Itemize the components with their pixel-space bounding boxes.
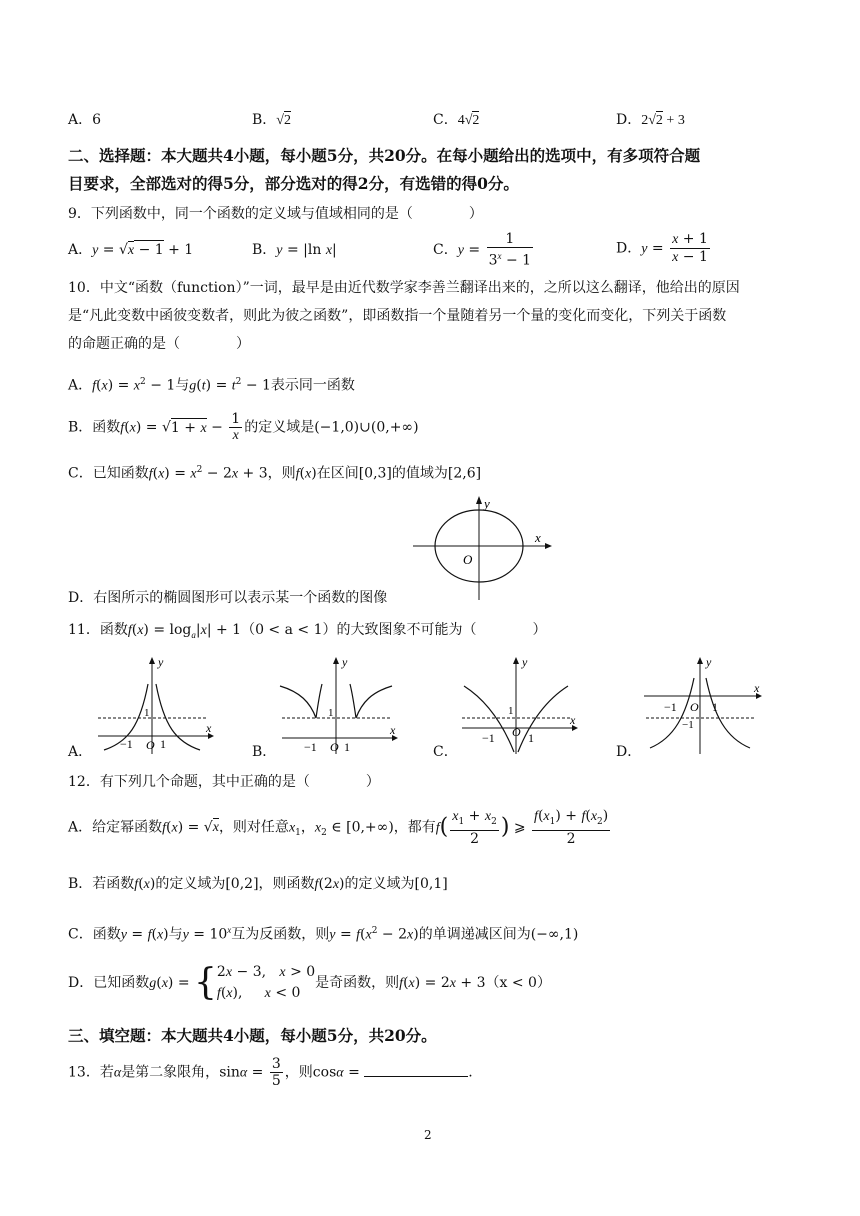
q11-label-a: A． <box>68 744 93 760</box>
q10-stem-line1: 10．中文“函数（function）”一词，最早是由近代数学家李善兰翻译出来的，之所以这么翻译，他给出的原因 <box>68 280 740 296</box>
q10-option-c: C．已知函数$f(x) = x^2 - 2x + 3$，则f(x)在区间[0,3]的值域为[2,6] <box>68 465 482 482</box>
q11-a-x: x <box>206 721 212 735</box>
section3-heading: 三、填空题：本大题共4小题，每小题5分，共20分。 <box>68 1026 437 1045</box>
q11-a-neg1: −1 <box>120 737 133 751</box>
q11-label-d: D． <box>616 744 642 760</box>
q11-a-origin: O <box>146 738 155 752</box>
q11-c-y: y <box>522 656 528 669</box>
q11-d-origin: O <box>690 700 699 714</box>
q11-d-x: x <box>754 681 760 695</box>
q11-d-neg1: −1 <box>664 700 677 714</box>
q11-graph-a <box>92 656 218 756</box>
page-number: 2 <box>424 1128 432 1142</box>
q11-c-one-y: 1 <box>508 705 514 717</box>
q12-option-a: A．给定幂函数f(x) = √x，则对任意$x_1$，$x_2$ ∈ [0,+∞)，都有f( $\frac{x_1 + x_2}{2}$ ) ⩾ $\frac{f(x_1) + f(x_2)}{2}$ <box>68 808 609 847</box>
q10-option-a: A．$f(x) = x^2 - 1$与$g(t) = t^2 - 1$表示同一函数 <box>68 377 355 394</box>
q11-d-one: 1 <box>712 700 718 714</box>
q8-option-d: D．2√2 + 3 <box>616 112 685 128</box>
q8-option-b: B．√2 <box>252 112 291 128</box>
q11-c-x: x <box>570 713 576 727</box>
q10-fig-x-label: x <box>535 530 541 545</box>
q9-option-c: C．y = $\frac{1}{3^x - 1}$ <box>433 231 532 269</box>
section2-heading-line2: 目要求，全部选对的得5分，部分选对的得2分，有选错的得0分。 <box>68 174 519 193</box>
q11-b-one-y: 1 <box>328 707 334 719</box>
q12-option-b: B．若函数f(x)的定义域为[0,2]，则函数f(2x)的定义域为[0,1] <box>68 876 448 892</box>
q11-a-one: 1 <box>160 737 166 751</box>
q11-graph-c <box>456 656 582 756</box>
q11-graph-b <box>276 656 402 756</box>
q11-a-one-y: 1 <box>144 707 150 719</box>
q11-label-b: B． <box>252 744 277 760</box>
q11-c-neg1: −1 <box>482 731 495 745</box>
q13-answer-blank[interactable] <box>364 1062 468 1077</box>
q10-stem-line3: 的命题正确的是（ ） <box>68 336 250 352</box>
q13: 13．若α是第二象限角，sinα = $\frac{3}{5}$ ，则cosα = . <box>68 1056 473 1089</box>
q10-stem-line2: 是“凡此变数中函彼变数者，则此为彼之函数”，即函数指一个量随着另一个量的变化而变化，下列关于函数 <box>68 308 727 324</box>
q12-option-d: D．已知函数g(x) = {2x − 3, x > 0 f(x), x < 0是奇函数，则f(x) = 2x + 3（x < 0） <box>68 962 551 1003</box>
q8-option-a: A．6 <box>68 112 102 128</box>
q9-option-b: B．y = |ln x| <box>252 242 337 258</box>
q11-b-x: x <box>390 723 396 737</box>
q11-d-y: y <box>706 656 712 669</box>
section2-heading-line1: 二、选择题：本大题共4小题，每小题5分，共20分。在每小题给出的选项中，有多项符合题 <box>68 146 701 165</box>
q9-option-d: D．y = $\frac{x + 1}{x - 1}$ <box>616 231 708 265</box>
q11-a-y: y <box>158 656 164 669</box>
q10-ellipse-figure <box>405 494 565 604</box>
q12-stem: 12．有下列几个命题，其中正确的是（ ） <box>68 774 380 790</box>
q10-fig-y-label: y <box>484 496 490 511</box>
q11-c-origin: O <box>512 725 521 739</box>
q11-b-origin: O <box>330 740 339 754</box>
q12-option-c: C．函数y = f(x)与$y = 10^x$互为反函数，则$y = f(x^2 - 2x)$的单调递减区间为(−∞,1) <box>68 925 579 943</box>
q8-option-c: C．4√2 <box>433 112 480 128</box>
q11-b-one: 1 <box>344 740 350 754</box>
q11-graph-d <box>640 656 766 756</box>
q9-option-a: A．y = √x − 1 + 1 <box>68 242 194 258</box>
q11-b-neg1: −1 <box>304 740 317 754</box>
q11-b-y: y <box>342 656 348 669</box>
q9-stem: 9．下列函数中，同一个函数的定义域与值域相同的是（ ） <box>68 206 483 222</box>
q11-stem: 11．函数$f(x) = \log_a|x| + 1(0 < a < 1)$的大致图象不可能为（ ） <box>68 622 547 640</box>
q11-c-one: 1 <box>528 731 534 745</box>
q10-option-d: D．右图所示的椭圆图形可以表示某一个函数的图像 <box>68 590 388 606</box>
q10-fig-origin-label: O <box>463 552 473 567</box>
q10-option-b: B．函数f(x) = √1 + x − $\frac{1}{x}$ 的定义域是(−1,0)∪(0,+∞) <box>68 411 419 443</box>
q11-d-neg1-y: −1 <box>682 719 694 731</box>
q11-label-c: C． <box>433 744 458 760</box>
